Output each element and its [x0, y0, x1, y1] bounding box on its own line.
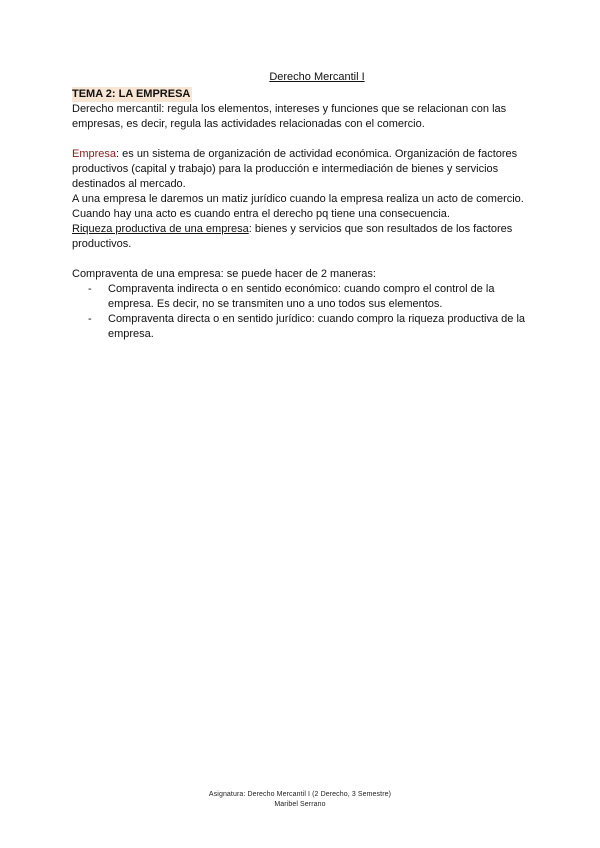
empresa-paragraph	[72, 147, 532, 192]
dash-bullet: -	[88, 313, 92, 325]
document-title: Derecho Mercantil I	[269, 71, 365, 83]
dash-bullet: -	[88, 283, 92, 295]
document-page	[72, 70, 532, 342]
footer-author: Maribel Serrano	[274, 801, 326, 808]
spacer	[72, 252, 532, 267]
spacer	[72, 132, 532, 147]
intro-paragraph: Derecho mercantil: regula los elementos, intereses y funciones que se relacionan con las empresas, es decir, regula las actividades relacionadas con el comercio.	[72, 103, 507, 130]
riqueza-paragraph	[72, 222, 532, 252]
page-footer	[0, 790, 600, 810]
matiz-paragraph: A una empresa le daremos un matiz jurídico cuando la empresa realiza un acto de comercio. Cuando hay una acto es cuando entra el derecho pq tiene una consecuencia.	[72, 193, 524, 220]
compraventa-list	[72, 282, 532, 342]
footer-course: Asignatura: Derecho Mercantil I (2 Derecho, 3 Semestre)	[208, 791, 392, 798]
riqueza-definition: : bienes y servicios que son resultados de los factores productivos.	[72, 223, 513, 250]
compraventa-intro: Compraventa de una empresa: se puede hacer de 2 maneras:	[72, 268, 376, 280]
list-item-text: Compraventa directa o en sentido jurídico: cuando compro la riqueza productiva de la empresa.	[108, 313, 526, 340]
riqueza-term: Riqueza productiva de una empresa	[72, 223, 249, 235]
empresa-definition: : es un sistema de organización de actividad económica. Organización de factores productivos (capital y trabajo) para la producción e intermediación de bienes y servicios destinados al mercado.	[72, 148, 518, 190]
list-item	[72, 312, 532, 342]
list-item	[72, 282, 532, 312]
list-item-text: Compraventa indirecta o en sentido económico: cuando compro el control de la empresa. Es decir, no se transmiten uno a uno todos sus elementos.	[108, 283, 495, 310]
empresa-term: Empresa	[72, 148, 117, 160]
topic-heading: TEMA 2: LA EMPRESA	[72, 88, 191, 100]
